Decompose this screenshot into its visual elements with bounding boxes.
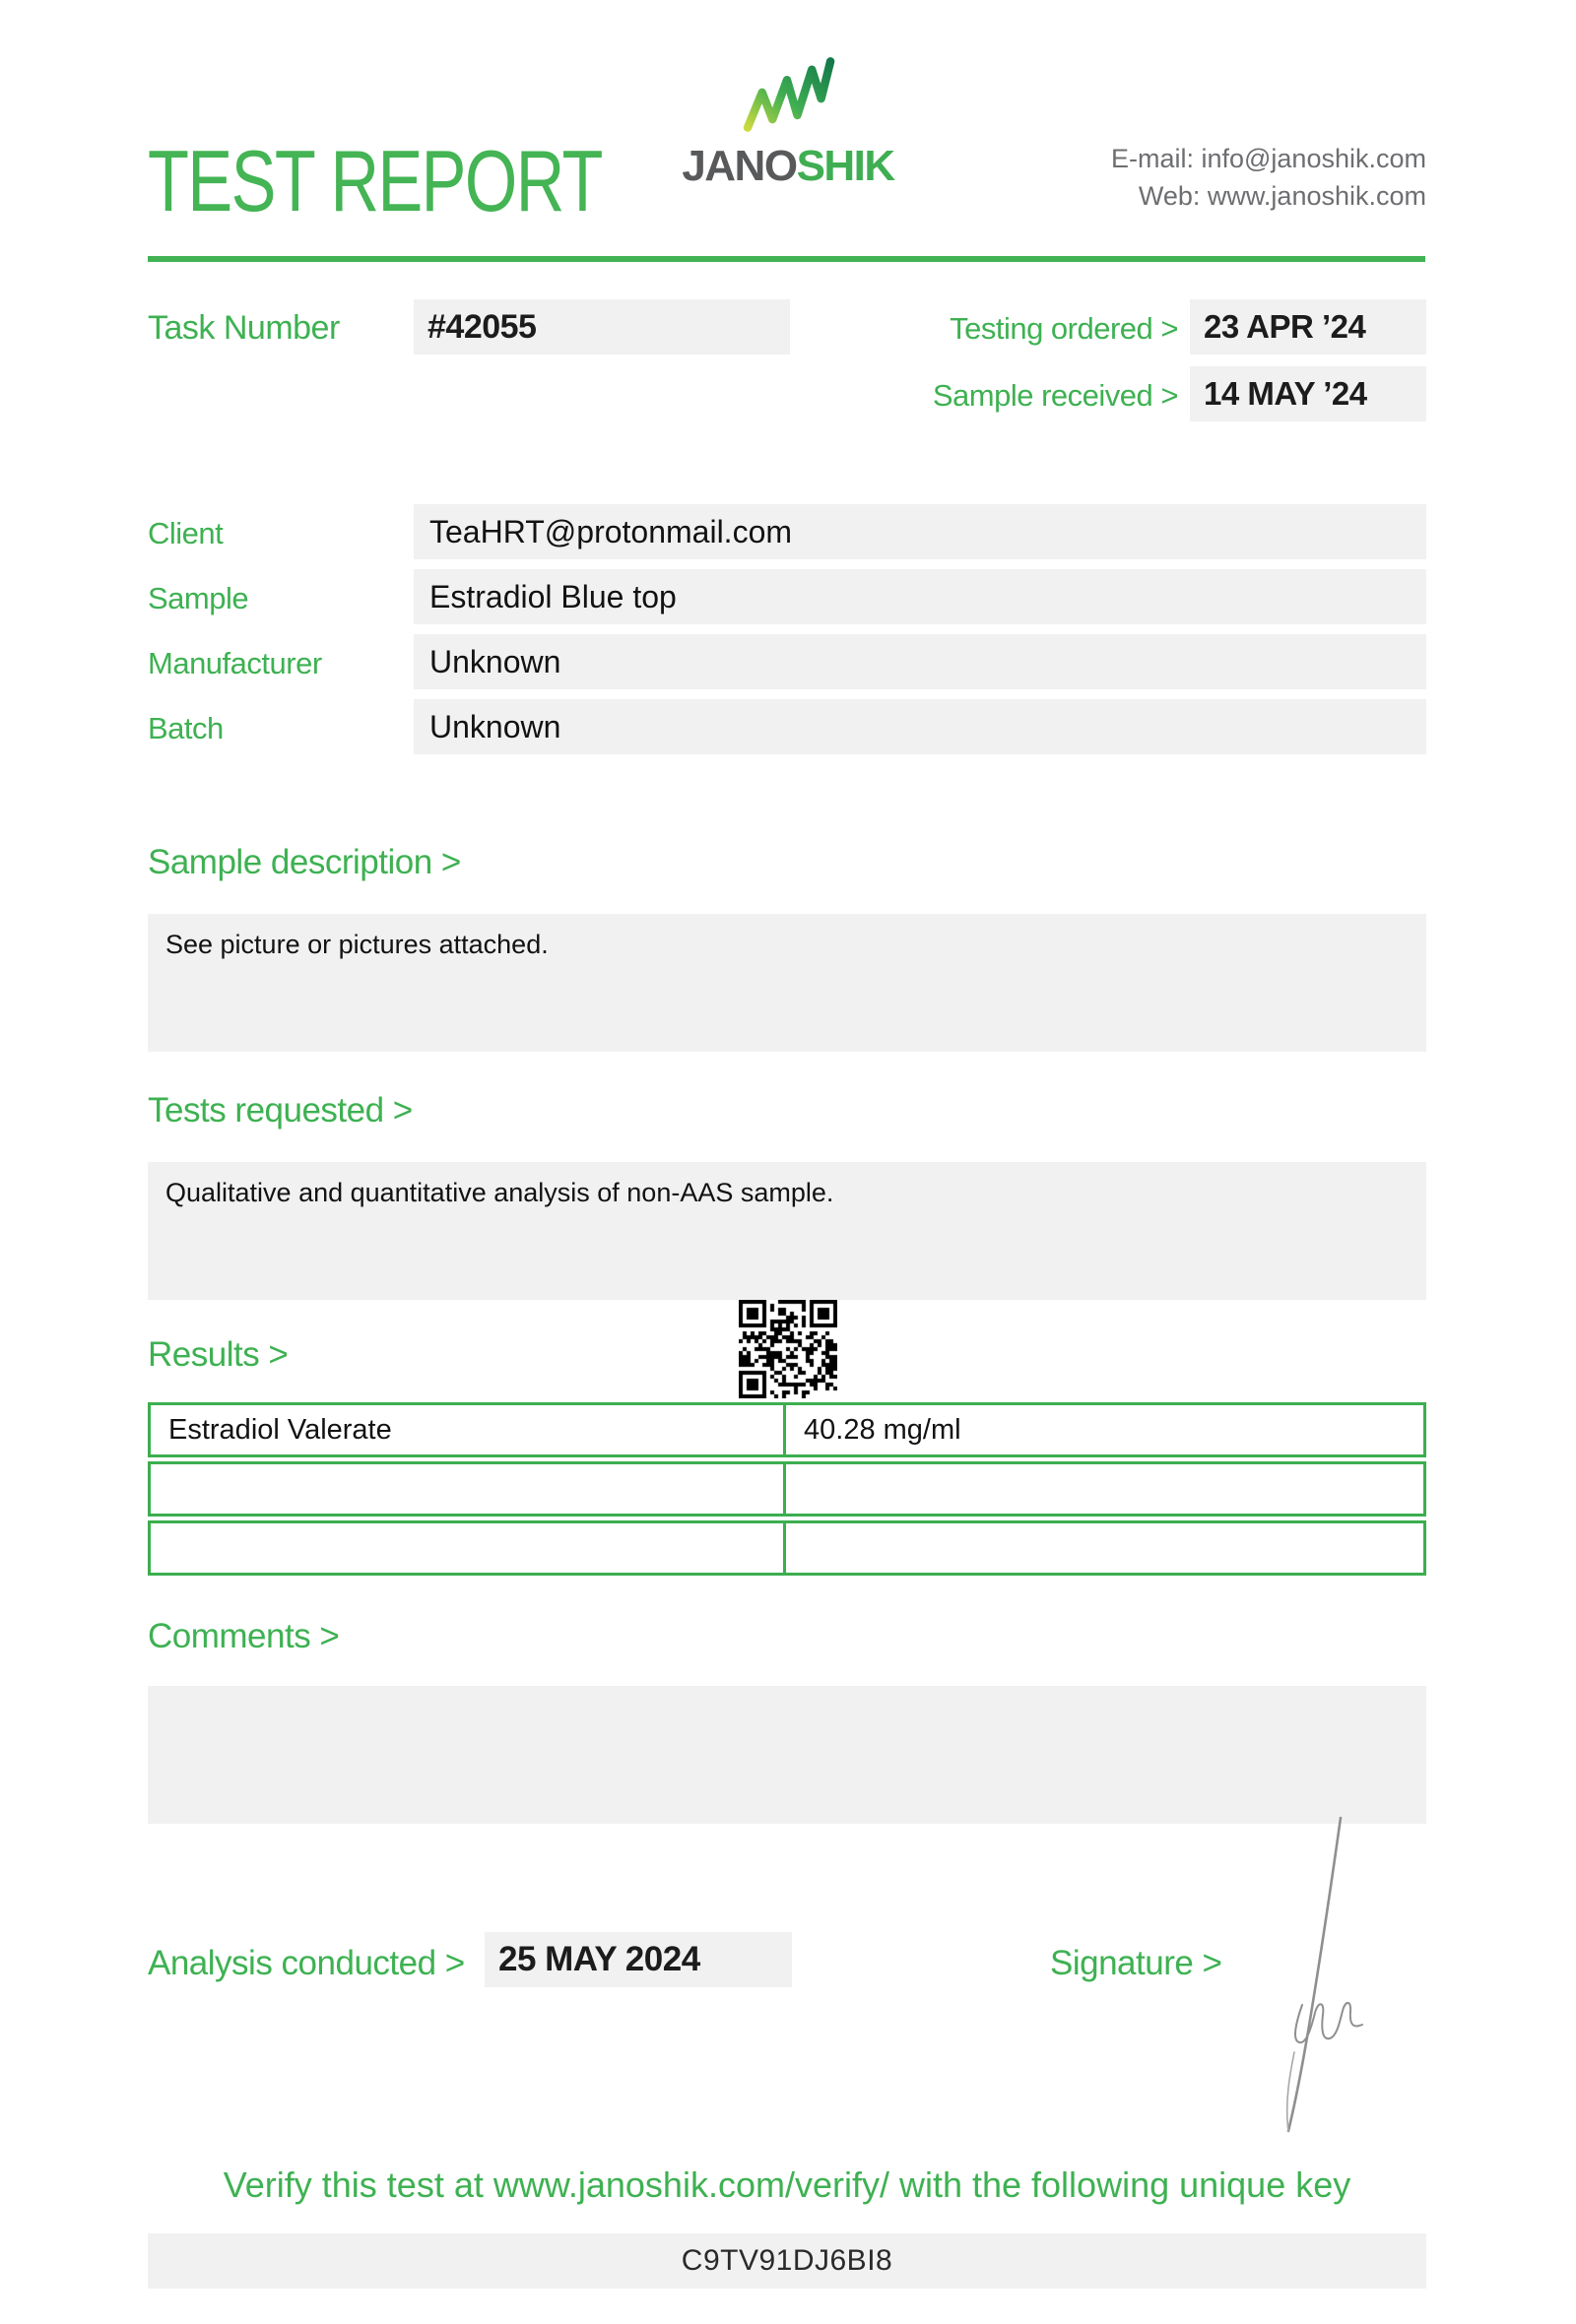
unique-key: C9TV91DJ6BI8 [681, 2244, 893, 2277]
tests-requested-box [148, 1162, 1426, 1300]
results-analyte-cell [151, 1405, 783, 1454]
sample-received-date: 14 MAY ’24 [1204, 375, 1367, 412]
testing-ordered-box [1190, 299, 1426, 355]
logo-wordmark [680, 142, 896, 191]
manufacturer-value: Unknown [429, 644, 561, 679]
comments-text [148, 1686, 1426, 1702]
sample-description-heading: Sample description > [148, 843, 461, 881]
batch-box [414, 699, 1426, 754]
header-divider [148, 256, 1425, 262]
logo-jano: JANO [682, 142, 797, 190]
results-row-2 [148, 1461, 1426, 1517]
analysis-date: 25 MAY 2024 [498, 1940, 700, 1978]
logo-shik: SHIK [796, 142, 894, 190]
results-value: 40.28 mg/ml [804, 1414, 961, 1446]
janoshik-logo [680, 55, 896, 191]
testing-ordered-label: Testing ordered > [950, 311, 1178, 346]
manufacturer-label: Manufacturer [148, 646, 322, 680]
task-number-box [414, 299, 790, 355]
sample-received-label: Sample received > [932, 378, 1178, 413]
sample-received-box [1190, 366, 1426, 421]
sample-box [414, 569, 1426, 624]
results-row-3 [148, 1520, 1426, 1576]
contact-info [1111, 140, 1426, 215]
sample-value: Estradiol Blue top [429, 579, 677, 614]
results-row-1 [148, 1402, 1426, 1457]
signature-label: Signature > [1050, 1944, 1222, 1982]
comments-box [148, 1686, 1426, 1824]
contact-web: Web: www.janoshik.com [1138, 181, 1426, 211]
sample-label: Sample [148, 581, 249, 615]
client-box [414, 504, 1426, 559]
handwritten-signature [1239, 1812, 1387, 2137]
task-number-label: Task Number [148, 309, 340, 347]
tests-requested-heading: Tests requested > [148, 1091, 413, 1130]
qr-code [739, 1300, 837, 1398]
batch-value: Unknown [429, 709, 561, 744]
client-value: TeaHRT@protonmail.com [429, 514, 793, 549]
testing-ordered-date: 23 APR ’24 [1204, 308, 1366, 345]
unique-key-box [148, 2233, 1426, 2289]
contact-email: E-mail: info@janoshik.com [1110, 144, 1426, 173]
comments-heading: Comments > [148, 1617, 340, 1655]
sample-description-text: See picture or pictures attached. [165, 930, 549, 959]
batch-label: Batch [148, 711, 224, 745]
page-title: TEST REPORT [148, 132, 602, 229]
results-heading: Results > [148, 1335, 289, 1374]
manufacturer-box [414, 634, 1426, 689]
analysis-date-box [485, 1932, 792, 1987]
results-value-cell [786, 1405, 1423, 1454]
client-label: Client [148, 516, 224, 550]
verify-instruction: Verify this test at www.janoshik.com/verify/ with the following unique key [223, 2164, 1351, 2205]
results-analyte: Estradiol Valerate [168, 1414, 392, 1446]
sample-description-box [148, 914, 1426, 1052]
tests-requested-text: Qualitative and quantitative analysis of non-AAS sample. [165, 1178, 834, 1207]
analysis-conducted-label: Analysis conducted > [148, 1944, 465, 1982]
task-number-value: #42055 [427, 308, 537, 346]
growth-chart-icon [741, 55, 835, 136]
